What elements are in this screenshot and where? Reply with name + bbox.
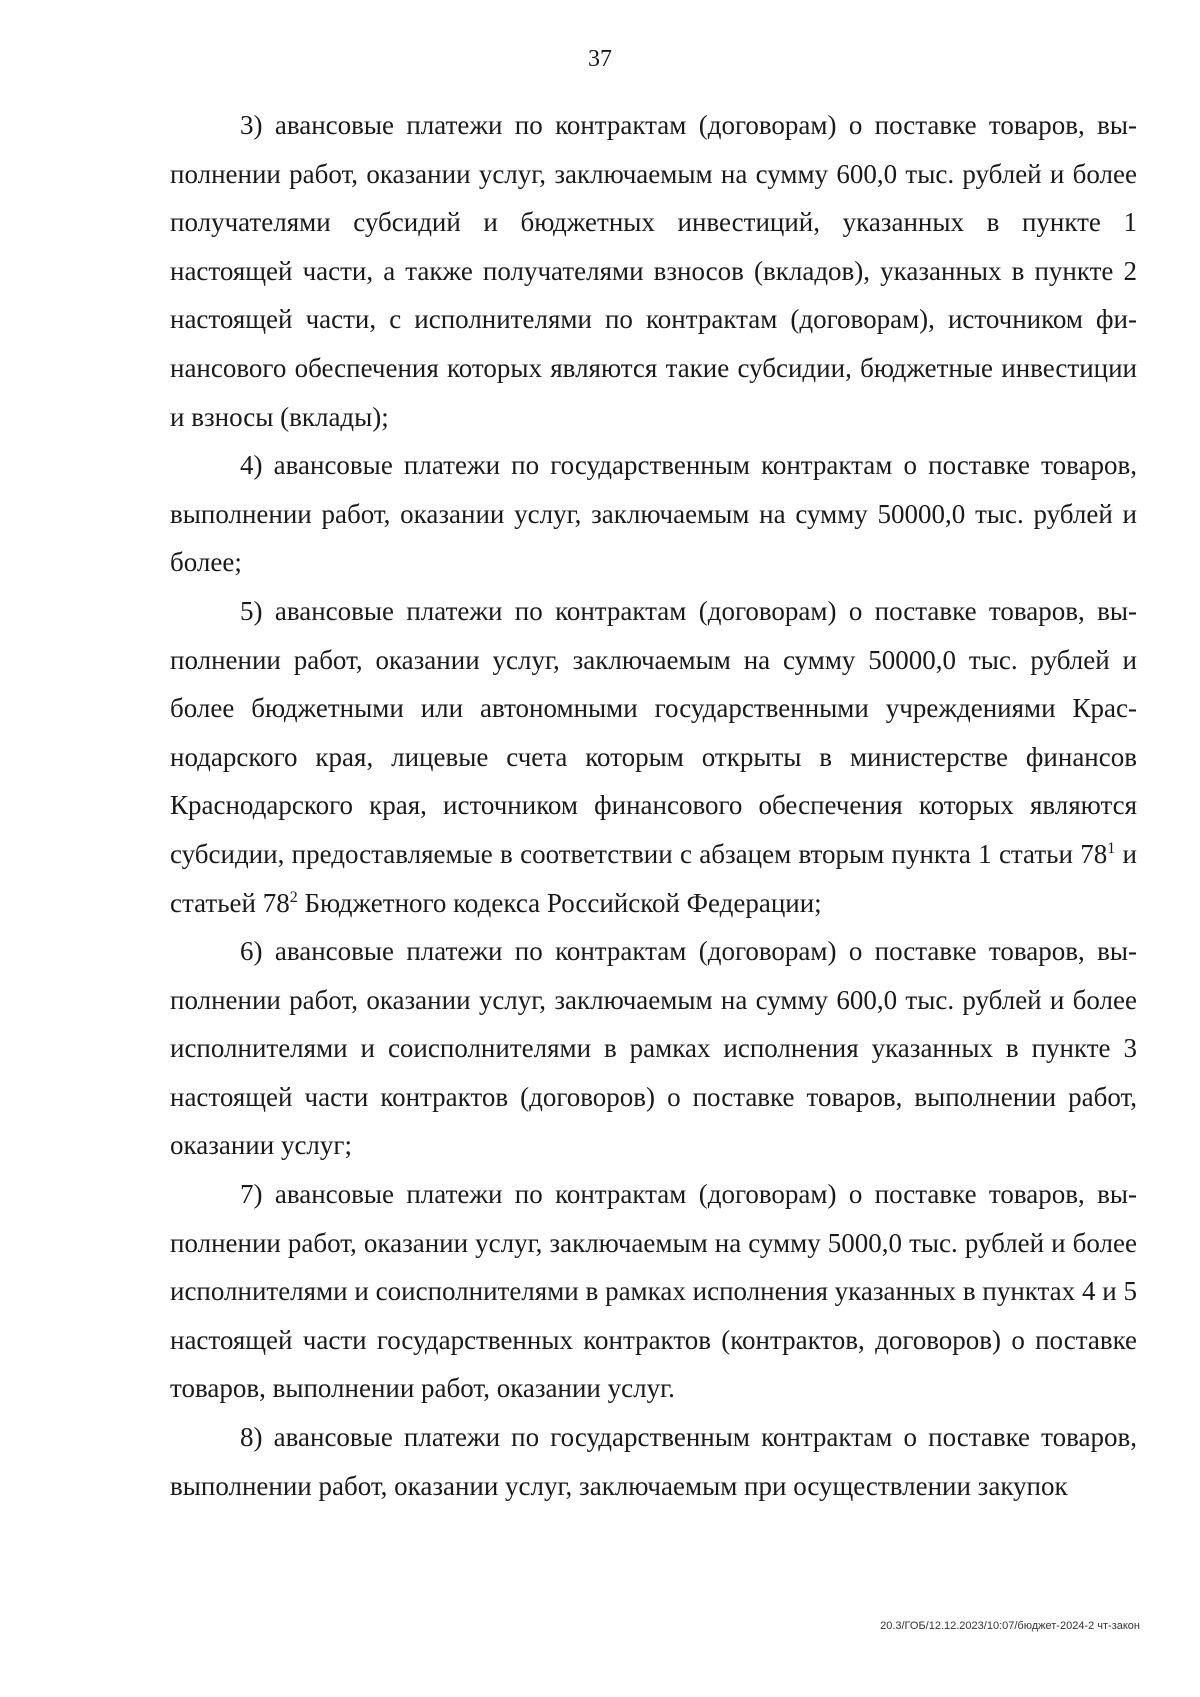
superscript-1: 1	[1107, 839, 1116, 857]
page-number: 37	[588, 46, 612, 72]
paragraph-item-7: 7) авансовые платежи по контрактам (договорам) о поставке товаров, выполнении работ, оказании услуг, заключаемым на сумму 5000,0 тыс. рублей и более исполнителями и соисполнителями в рамках исполнения указанных в пунктах 4 и 5 настоящей части государственных контрактов (контрактов, договоров) о поставке товаров, выполнении работ, оказании услуг.	[170, 1179, 1137, 1404]
paragraph-item-4: 4) авансовые платежи по государственным контрактам о поставке товаров, выполнении работ, оказании услуг, заключаемым на сумму 50000,0 тыс. рублей и более;	[170, 450, 1137, 578]
superscript-2: 2	[289, 888, 298, 906]
paragraph-item-6: 6) авансовые платежи по контрактам (договорам) о поставке товаров, выполнении работ, оказании услуг, заключаемым на сумму 600,0 тыс. рублей и более исполнителями и соисполнителями в рамках исполнения указанных в пункте 3 настоящей части контрактов (договоров) о поставке товаров, выполнении работ, оказании услуг;	[170, 936, 1137, 1161]
document-footer-code: 20.3/ГОБ/12.12.2023/10:07/бюджет-2024-2 чт-закон	[880, 1620, 1140, 1632]
paragraph-item-5	[170, 587, 1137, 927]
document-body	[170, 101, 1137, 1510]
paragraph-5-text-1: 5) авансовые платежи по контрактам (договорам) о поставке товаров, выполнении работ, оказании услуг, заключаемым на сумму 50000,0 тыс. рублей и более бюджетными или автономными государственными учреждениями Краснодарского края, лицевые счета которым открыты в министерстве финансов Краснодарского края, источником финансового обеспечения которых являются субсидии, предоставляемые в соответствии с абзацем вторым пункта 1 статьи 78	[170, 595, 1137, 869]
paragraph-item-8: 8) авансовые платежи по государственным контрактам о поставке товаров, выполнении работ, оказании услуг, заключаемым при осуществлении закупок	[170, 1422, 1137, 1501]
paragraph-item-3: 3) авансовые платежи по контрактам (договорам) о поставке товаров, выполнении работ, оказании услуг, заключаемым на сумму 600,0 тыс. рублей и более получателями субсидий и бюджетных инвестиций, указанных в пункте 1 настоящей части, а также получателями взносов (вкладов), указанных в пункте 2 настоящей части, с исполнителями по контрактам (договорам), источником финансового обеспечения которых являются такие субсидии, бюджетные инвестиции и взносы (вклады);	[170, 110, 1137, 432]
paragraph-5-text-3: Бюджетного кодекса Российской Федерации;	[297, 887, 822, 918]
paragraph-5-text-2: и статьей 78	[170, 838, 1138, 918]
